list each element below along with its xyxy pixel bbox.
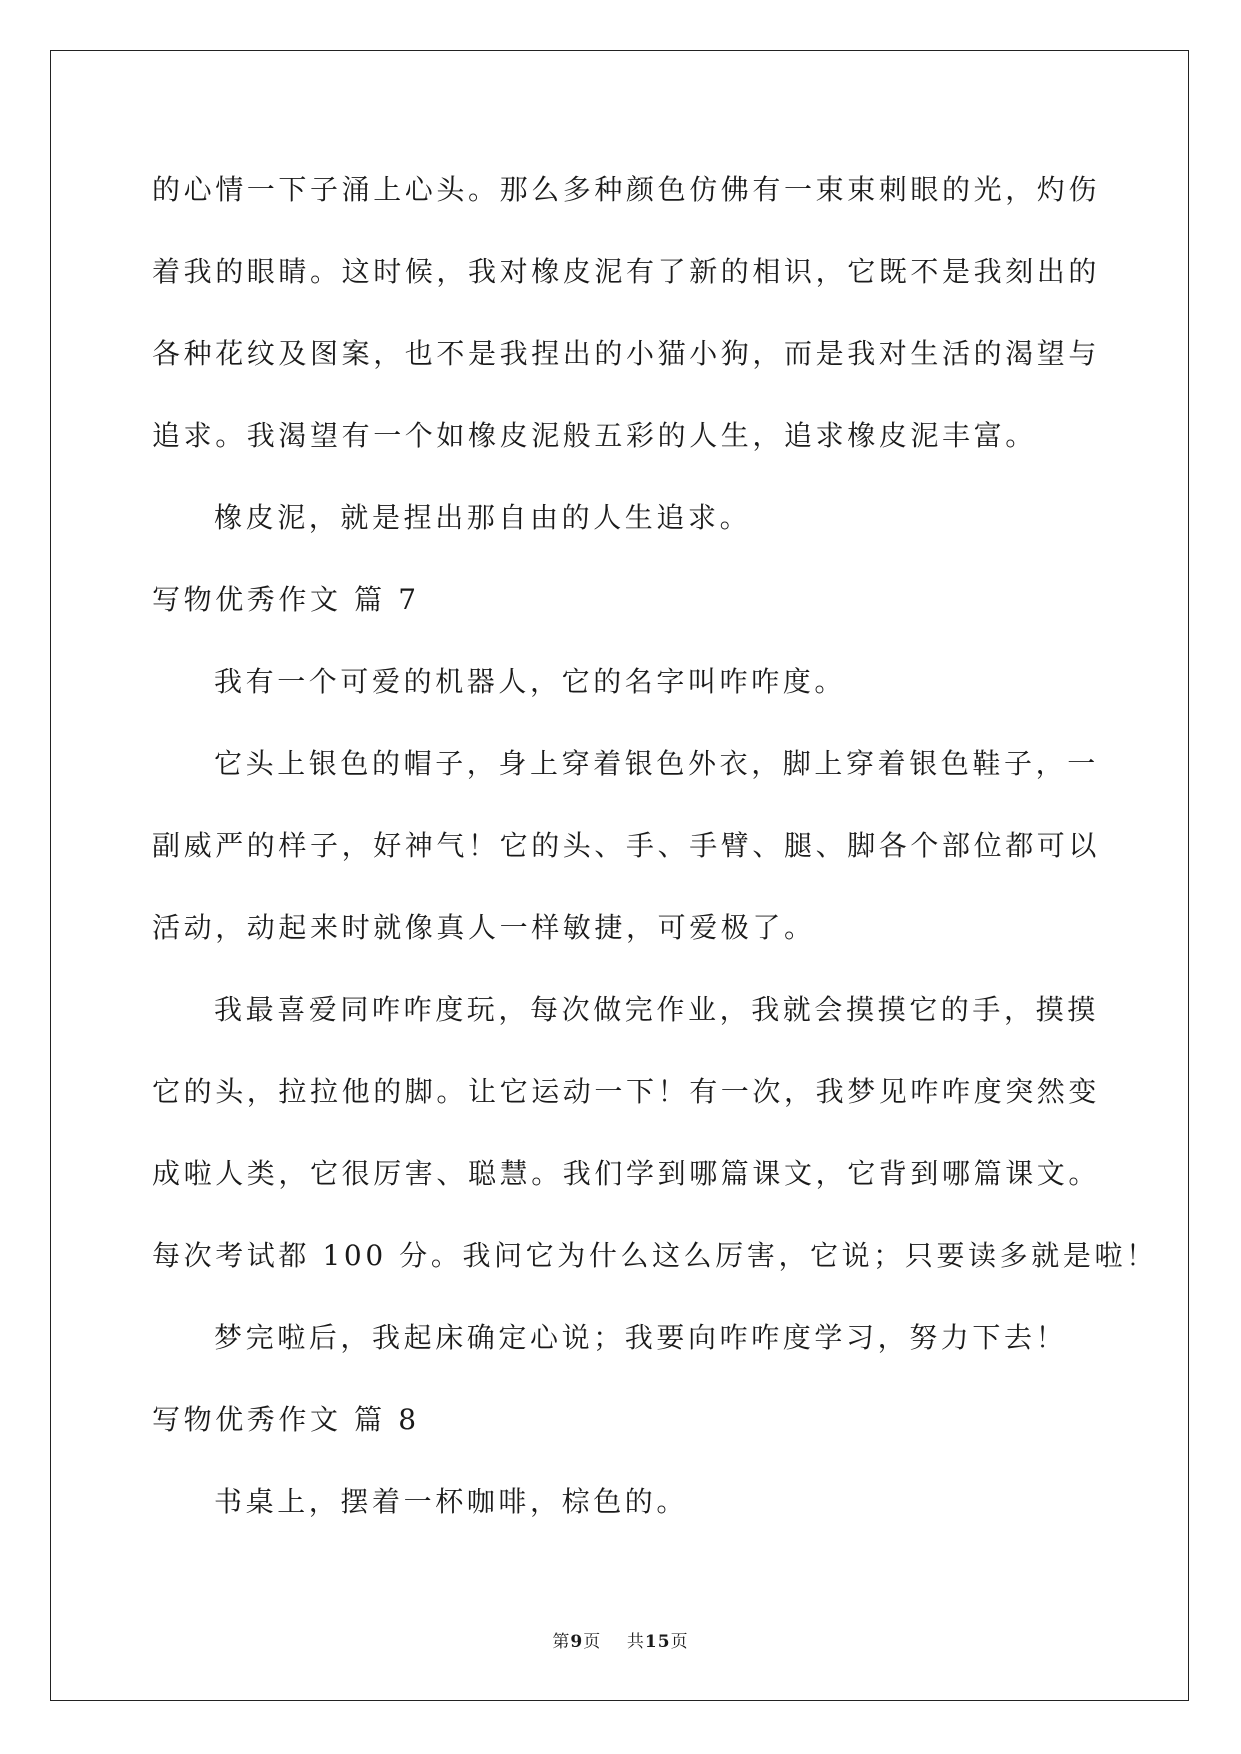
footer-total-prefix: 共	[626, 1632, 645, 1652]
text-line: 它的头，拉拉他的脚。让它运动一下！有一次，我梦见咋咋度突然变	[152, 1075, 1101, 1108]
text-line: 我最喜爱同咋咋度玩，每次做完作业，我就会摸摸它的手，摸摸	[214, 993, 1099, 1026]
text-line: 各种花纹及图案，也不是我捏出的小猫小狗，而是我对生活的渴望与	[152, 337, 1101, 370]
text-line: 它头上银色的帽子，身上穿着银色外衣，脚上穿着银色鞋子，一	[214, 747, 1099, 780]
section-heading: 写物优秀作文 篇 7	[152, 583, 420, 616]
footer-page-suffix: 页	[583, 1632, 602, 1652]
text-line: 我有一个可爱的机器人，它的名字叫咋咋度。	[214, 665, 847, 698]
footer-prefix: 第	[552, 1632, 571, 1652]
text-line: 书桌上，摆着一杯咖啡，棕色的。	[214, 1485, 689, 1518]
text-line: 成啦人类，它很厉害、聪慧。我们学到哪篇课文，它背到哪篇课文。	[152, 1157, 1101, 1190]
page-footer	[0, 1627, 1241, 1652]
page-border	[50, 50, 1189, 1701]
text-line: 每次考试都 100 分。我问它为什么这么厉害，它说；只要读多就是啦！	[152, 1239, 1158, 1272]
page-number: 9	[570, 1632, 584, 1652]
total-pages: 15	[644, 1632, 671, 1652]
section-heading: 写物优秀作文 篇 8	[152, 1403, 420, 1436]
text-line: 活动，动起来时就像真人一样敏捷，可爱极了。	[152, 911, 816, 944]
text-line: 橡皮泥，就是捏出那自由的人生追求。	[214, 501, 752, 534]
text-line: 梦完啦后，我起床确定心说；我要向咋咋度学习，努力下去！	[214, 1321, 1068, 1354]
text-line: 追求。我渴望有一个如橡皮泥般五彩的人生，追求橡皮泥丰富。	[152, 419, 1037, 452]
text-line: 的心情一下子涌上心头。那么多种颜色仿佛有一束束刺眼的光，灼伤	[152, 173, 1101, 206]
text-line: 着我的眼睛。这时候，我对橡皮泥有了新的相识，它既不是我刻出的	[152, 255, 1101, 288]
text-line: 副威严的样子，好神气！它的头、手、手臂、腿、脚各个部位都可以	[152, 829, 1101, 862]
footer-total-suffix: 页	[670, 1632, 689, 1652]
